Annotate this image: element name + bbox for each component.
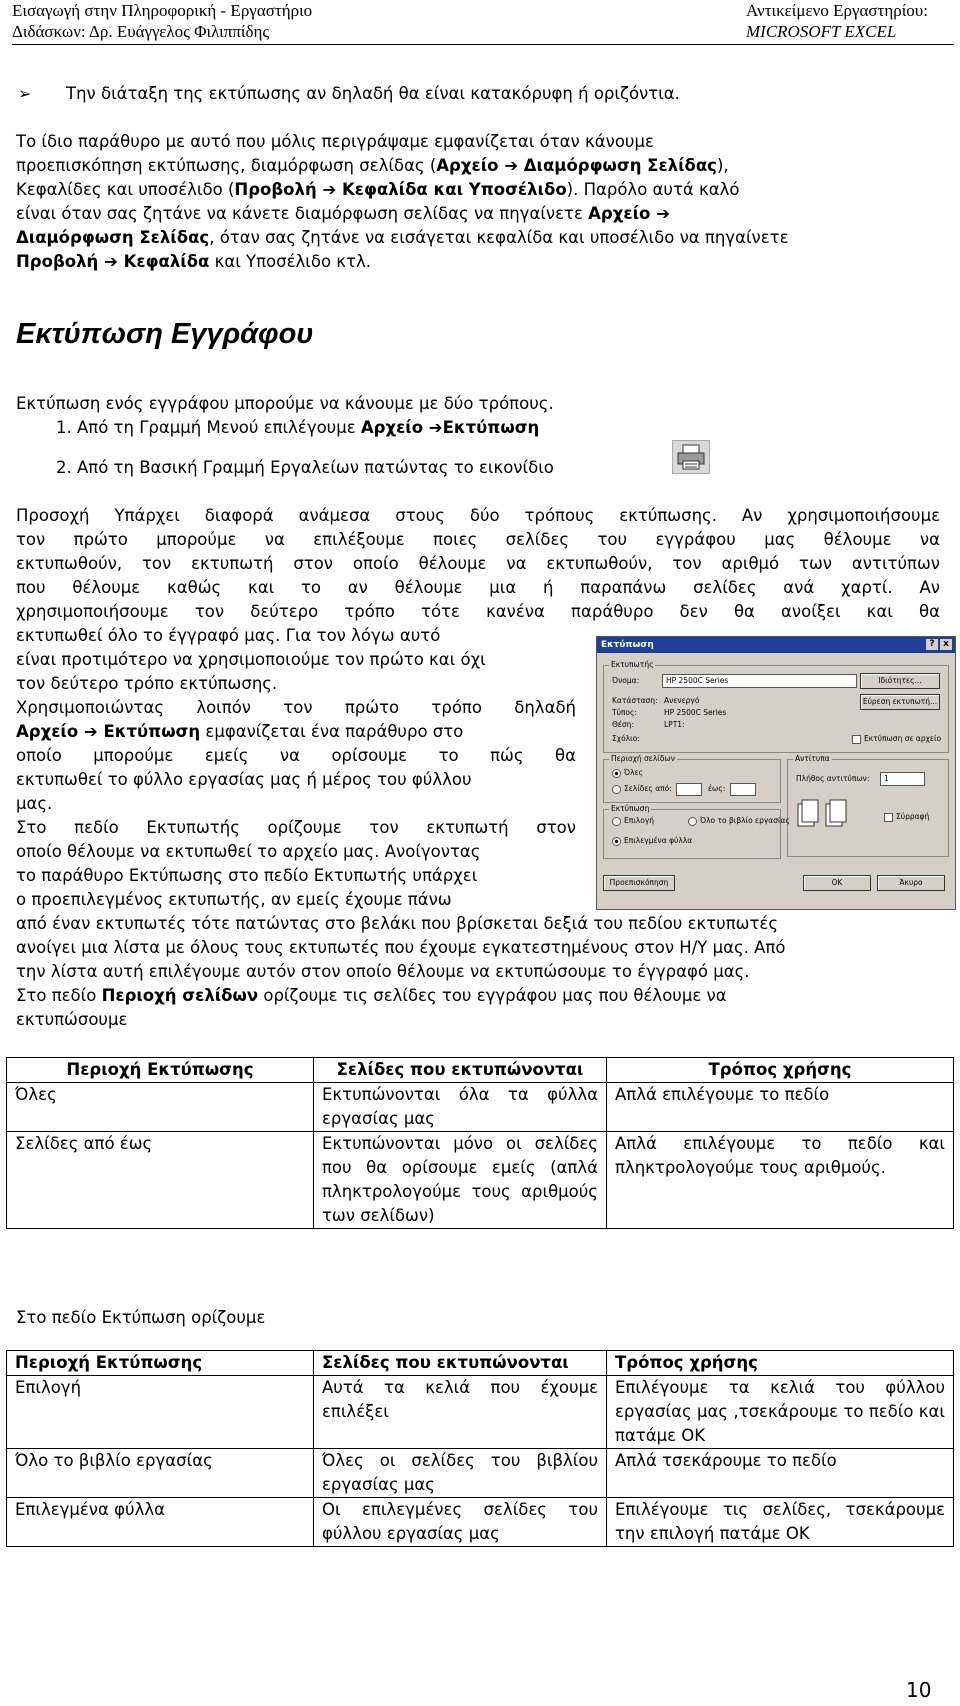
para3-line3: τον δεύτερο τρόπο εκτύπωσης. bbox=[16, 674, 278, 693]
whole-book-option[interactable]: Όλο το βιβλίο εργασίας bbox=[688, 816, 790, 826]
para3-line15: την λίστα αυτή επιλέγουμε αυτόν στον οποίο θέλουμε να εκτυπώσουμε το έγγραφό μας. bbox=[16, 962, 750, 981]
para3-line5: Αρχείο ➔ Εκτύπωση εμφανίζεται ένα παράθυρο στο bbox=[16, 722, 464, 741]
table-cell: Αυτά τα κελιά που έχουμε επιλέξει bbox=[314, 1376, 607, 1449]
para3-line10: οποίο θέλουμε να εκτυπωθεί το αρχείο μας. Ανοίγοντας bbox=[16, 842, 481, 861]
note2: Στο πεδίο Εκτύπωση ορίζουμε bbox=[16, 1308, 266, 1327]
table-row bbox=[7, 1083, 954, 1132]
table-header-cell: Τρόπος χρήσης bbox=[607, 1058, 954, 1083]
range-group-label: Περιοχή σελίδων bbox=[611, 754, 675, 763]
help-button[interactable]: ? bbox=[926, 639, 938, 650]
print-what-table bbox=[6, 1350, 954, 1547]
range-all-option[interactable]: Όλες bbox=[612, 768, 643, 778]
print-dialog bbox=[596, 636, 956, 910]
where-label: Θέση: bbox=[612, 720, 634, 729]
copies-group-label: Αντίτυπα bbox=[795, 754, 830, 763]
para2-line5: χρησιμοποιήσουμε τον δεύτερο τρόπο τότε κανένα παράθυρο δεν θα ανοίξει και θα bbox=[16, 602, 940, 621]
para3-line11: το παράθυρο Εκτύπωσης στο πεδίο Εκτυπωτής υπάρχει bbox=[16, 866, 478, 885]
section-heading: Εκτύπωση Εγγράφου bbox=[16, 318, 314, 350]
para1-line4: είναι όταν σας ζητάνε να κάνετε διαμόρφωση σελίδας να πηγαίνετε Αρχείο ➔ bbox=[16, 204, 670, 223]
para3-line14: ανοίγει μια λίστα με όλους τους εκτυπωτές που έχουμε εγκατεστημένους στον Η/Υ μας. Από bbox=[16, 938, 786, 957]
para3-line13: από έναν εκτυπωτές τότε πατώντας στο βελάκι που βρίσκεται δεξιά του πεδίου εκτυπωτές bbox=[16, 914, 779, 933]
para2-line3: εκτυπωθούν, τον εκτυπωτή στον οποίο θέλουμε να εκτυπωθούν, τον αριθμό των αντιτύπων bbox=[16, 554, 940, 573]
preview-button[interactable]: Προεπισκόπηση bbox=[603, 875, 675, 891]
range-pages-option[interactable]: Σελίδες από: bbox=[612, 784, 672, 794]
collate-option[interactable]: Σύρραφή bbox=[884, 812, 929, 822]
para3-line6: οποίο μπορούμε εμείς να ορίσουμε το πώς θα bbox=[16, 746, 576, 765]
para1-line1: Το ίδιο παράθυρο με αυτό που μόλις περιγράψαμε εμφανίζεται όταν κάνουμε bbox=[16, 132, 654, 151]
status-value: Ανενεργό bbox=[664, 696, 700, 705]
subject: MICROSOFT EXCEL bbox=[746, 22, 897, 41]
table-cell: Όλες bbox=[7, 1083, 314, 1132]
page-header-left bbox=[12, 0, 312, 42]
para1-line2: προεπισκόπηση εκτύπωσης, διαμόρφωση σελίδας (Αρχείο ➔ Διαμόρφωση Σελίδας), bbox=[16, 156, 729, 175]
range-group bbox=[603, 754, 781, 803]
find-printer-button[interactable]: Εύρεση εκτυπωτή... bbox=[860, 694, 940, 710]
table-header-cell: Περιοχή Εκτύπωσης bbox=[7, 1058, 314, 1083]
copies-group bbox=[787, 754, 949, 857]
para2-line4: που θέλουμε καθώς και το αν θέλουμε μια ή παραπάνω σελίδες ανά χαρτί. Αν bbox=[16, 578, 940, 597]
table-cell: Σελίδες από έως bbox=[7, 1132, 314, 1229]
from-page-input[interactable] bbox=[676, 783, 702, 796]
table-cell: Όλο το βιβλίο εργασίας bbox=[7, 1449, 314, 1498]
table-cell: Απλά επιλέγουμε το πεδίο bbox=[607, 1083, 954, 1132]
table-cell: Απλά επιλέγουμε το πεδίο και πληκτρολογούμε τους αριθμούς. bbox=[607, 1132, 954, 1229]
para3-line17: εκτυπώσουμε bbox=[16, 1010, 128, 1029]
page-number: 10 bbox=[906, 1678, 932, 1702]
table-header-cell: Σελίδες που εκτυπώνονται bbox=[314, 1351, 607, 1376]
status-label: Κατάσταση: bbox=[612, 696, 658, 705]
table-header-row bbox=[7, 1351, 954, 1376]
copies-input[interactable] bbox=[880, 772, 925, 786]
step2: 2. Από τη Βασική Γραμμή Εργαλείων πατώντας το εικονίδιο bbox=[56, 458, 554, 477]
printer-icon bbox=[672, 440, 710, 474]
para2-line2: τον πρώτο μπορούμε να επιλέξουμε ποιες σελίδες του εγγράφου μας θέλουμε να bbox=[16, 530, 940, 549]
para3-line12: ο προεπιλεγμένος εκτυπωτής, αν εμείς έχουμε πάνω bbox=[16, 890, 452, 909]
print-range-table bbox=[6, 1057, 954, 1229]
table-cell: Επιλογή bbox=[7, 1376, 314, 1449]
para3-line4: Χρησιμοποιώντας λοιπόν τον πρώτο τρόπο δηλαδή bbox=[16, 698, 576, 717]
table-cell: Επιλέγουμε τις σελίδες, τσεκάρουμε την επιλογή πατάμε ΟΚ bbox=[607, 1498, 954, 1547]
table-cell: Εκτυπώνονται μόνο οι σελίδες που θα ορίσουμε εμείς (απλά πληκτρολογούμε τους αριθμούς των σελίδων) bbox=[314, 1132, 607, 1229]
table-cell: Οι επιλεγμένες σελίδες του φύλλου εργασίας μας bbox=[314, 1498, 607, 1547]
ok-button[interactable]: OK bbox=[803, 875, 871, 891]
print-what-group-label: Εκτύπωση bbox=[611, 804, 650, 813]
properties-button[interactable]: Ιδιότητες... bbox=[860, 673, 940, 689]
bullet-item: Την διάταξη της εκτύπωσης αν δηλαδή θα είναι κατακόρυφη ή οριζόντια. bbox=[66, 84, 680, 103]
para1-line3: Κεφαλίδες και υποσέλιδο (Προβολή ➔ Κεφαλίδα και Υποσέλιδο). Παρόλο αυτά καλό bbox=[16, 180, 740, 199]
para3-line16: Στο πεδίο Περιοχή σελίδων ορίζουμε τις σελίδες του εγγράφου μας που θέλουμε να bbox=[16, 986, 727, 1005]
para3-line2: είναι προτιμότερο να χρησιμοποιούμε τον πρώτο και όχι bbox=[16, 650, 486, 669]
table-header-cell: Σελίδες που εκτυπώνονται bbox=[314, 1058, 607, 1083]
table-header-cell: Περιοχή Εκτύπωσης bbox=[7, 1351, 314, 1376]
comment-label: Σχόλιο: bbox=[612, 734, 640, 743]
to-page-input[interactable] bbox=[730, 783, 756, 796]
copies-value: 1 bbox=[884, 774, 889, 783]
close-button[interactable]: x bbox=[940, 639, 952, 650]
print-to-file-option[interactable]: Εκτύπωση σε αρχείο bbox=[852, 734, 941, 744]
instructor: Διδάσκων: Δρ. Ευάγγελος Φιλιππίδης bbox=[12, 22, 270, 41]
printer-select[interactable] bbox=[662, 674, 857, 688]
where-value: LPT1: bbox=[664, 720, 685, 729]
course-title: Εισαγωγή στην Πληροφορική - Εργαστήριο bbox=[12, 1, 313, 20]
para3-line1: εκτυπωθεί όλο το έγγραφό μας. Για τον λόγω αυτό bbox=[16, 626, 441, 645]
active-sheets-option[interactable]: Επιλεγμένα φύλλα bbox=[612, 836, 692, 846]
step1: 1. Από τη Γραμμή Μενού επιλέγουμε Αρχείο ➔Εκτύπωση bbox=[56, 418, 540, 437]
table-cell: Εκτυπώνονται όλα τα φύλλα εργασίας μας bbox=[314, 1083, 607, 1132]
table-cell: Απλά τσεκάρουμε το πεδίο bbox=[607, 1449, 954, 1498]
name-label: Όνομα: bbox=[612, 676, 640, 685]
table-cell: Επιλέγουμε τα κελιά του φύλλου εργασίας μας ,τσεκάρουμε το πεδίο και πατάμε ΟΚ bbox=[607, 1376, 954, 1449]
printer-group bbox=[603, 660, 949, 753]
page-header-right bbox=[746, 0, 951, 42]
header-rule bbox=[12, 44, 954, 45]
selection-option[interactable]: Επιλογή bbox=[612, 816, 654, 826]
table-cell: Όλες οι σελίδες του βιβλίου εργασίας μας bbox=[314, 1449, 607, 1498]
printer-select-value: HP 2500C Series bbox=[666, 676, 729, 685]
para1-line5: Διαμόρφωση Σελίδας, όταν σας ζητάνε να εισάγεται κεφαλίδα και υποσέλιδο να πηγαίνετε bbox=[16, 228, 789, 247]
dialog-titlebar bbox=[597, 637, 955, 653]
type-label: Τύπος: bbox=[612, 708, 637, 717]
cancel-button[interactable]: Άκυρο bbox=[877, 875, 945, 891]
table-row bbox=[7, 1449, 954, 1498]
table-header-row bbox=[7, 1058, 954, 1083]
intro: Εκτύπωση ενός εγγράφου μπορούμε να κάνουμε με δύο τρόπους. bbox=[16, 394, 554, 413]
to-label: έως: bbox=[708, 784, 726, 793]
printer-group-label: Εκτυπωτής bbox=[611, 660, 654, 669]
dialog-title: Εκτύπωση bbox=[601, 640, 654, 650]
subject-label: Αντικείμενο Εργαστηρίου: bbox=[746, 1, 928, 20]
para3-line7: εκτυπωθεί το φύλλο εργασίας μας ή μέρος του φύλλου bbox=[16, 770, 472, 789]
table-header-cell: Τρόπος χρήσης bbox=[607, 1351, 954, 1376]
copies-label: Πλήθος αντιτύπων: bbox=[796, 774, 870, 783]
collate-pages-icon bbox=[796, 798, 876, 838]
para3-line9: Στο πεδίο Εκτυπωτής ορίζουμε τον εκτυπωτή στον bbox=[16, 818, 576, 837]
para1-line6: Προβολή ➔ Κεφαλίδα και Υποσέλιδο κτλ. bbox=[16, 252, 371, 271]
table-cell: Επιλεγμένα φύλλα bbox=[7, 1498, 314, 1547]
print-what-group bbox=[603, 804, 790, 859]
para2-line1: Προσοχή Υπάρχει διαφορά ανάμεσα στους δύο τρόπους εκτύπωσης. Αν χρησιμοποιήσουμε bbox=[16, 506, 940, 525]
para3-line8: μας. bbox=[16, 794, 53, 813]
bullet-arrow-icon: ➢ bbox=[18, 84, 32, 103]
type-value: HP 2500C Series bbox=[664, 708, 727, 717]
table-row bbox=[7, 1498, 954, 1547]
table-row bbox=[7, 1132, 954, 1229]
table-row bbox=[7, 1376, 954, 1449]
